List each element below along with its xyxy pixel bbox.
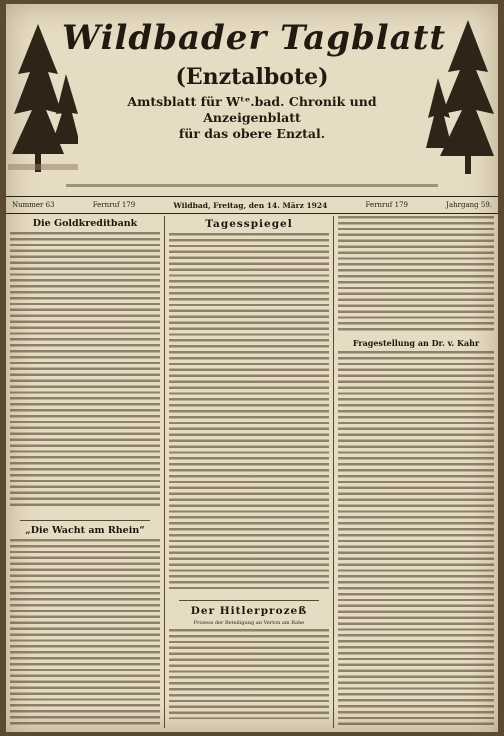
article-body <box>338 351 494 727</box>
article-headline: Die Goldkreditbank <box>32 218 138 229</box>
article-goldkreditbank <box>10 216 160 512</box>
article-separator <box>20 520 150 521</box>
masthead <box>6 4 498 210</box>
article-continuation <box>338 216 494 334</box>
article-body <box>338 216 494 334</box>
column-3 <box>338 216 494 728</box>
newspaper-page <box>6 4 498 732</box>
imprint-block <box>118 134 388 180</box>
article-hitlerprozess <box>169 596 329 728</box>
column-2 <box>169 216 329 728</box>
newspaper-subtitle: (Enztalbote) <box>175 64 329 90</box>
print-info-line <box>66 184 438 187</box>
column-rule <box>333 216 334 728</box>
article-columns <box>10 216 494 728</box>
article-headline: Tagesspiegel <box>205 218 293 230</box>
article-separator <box>179 600 319 601</box>
newspaper-title: Wildbader Tagblatt <box>62 18 447 58</box>
tagline-line-2: für das obere Enztal. <box>178 126 326 141</box>
article-body <box>169 629 329 719</box>
article-body <box>10 539 160 728</box>
issue-number: Nummer 63 <box>12 201 55 209</box>
phone-left: Fernruf 179 <box>92 201 136 209</box>
article-headline: Fragestellung an Dr. v. Kahr <box>352 338 480 348</box>
column-rule <box>164 216 165 728</box>
dateline-bar <box>6 196 498 214</box>
article-kahr <box>338 336 494 728</box>
column-1 <box>10 216 160 728</box>
article-headline: Der Hitlerprozeß <box>190 605 308 617</box>
article-body <box>10 232 160 508</box>
article-subheading: Prozess der Beteiligung an Verton am Rahe <box>193 620 305 626</box>
article-headline: „Die Wacht am Rhein“ <box>25 525 145 536</box>
issue-date: Wildbad, Freitag, den 14. März 1924 <box>173 200 328 210</box>
article-body <box>169 233 329 589</box>
phone-right: Fernruf 179 <box>365 201 408 209</box>
tagline-line-1: Amtsblatt für Wᵗᵉ.bad. Chronik und Anzeigenblatt <box>127 94 377 125</box>
volume-year: Jahrgang 59. <box>446 201 492 209</box>
article-tagesspiegel <box>169 216 329 592</box>
article-wacht-am-rhein <box>10 516 160 728</box>
